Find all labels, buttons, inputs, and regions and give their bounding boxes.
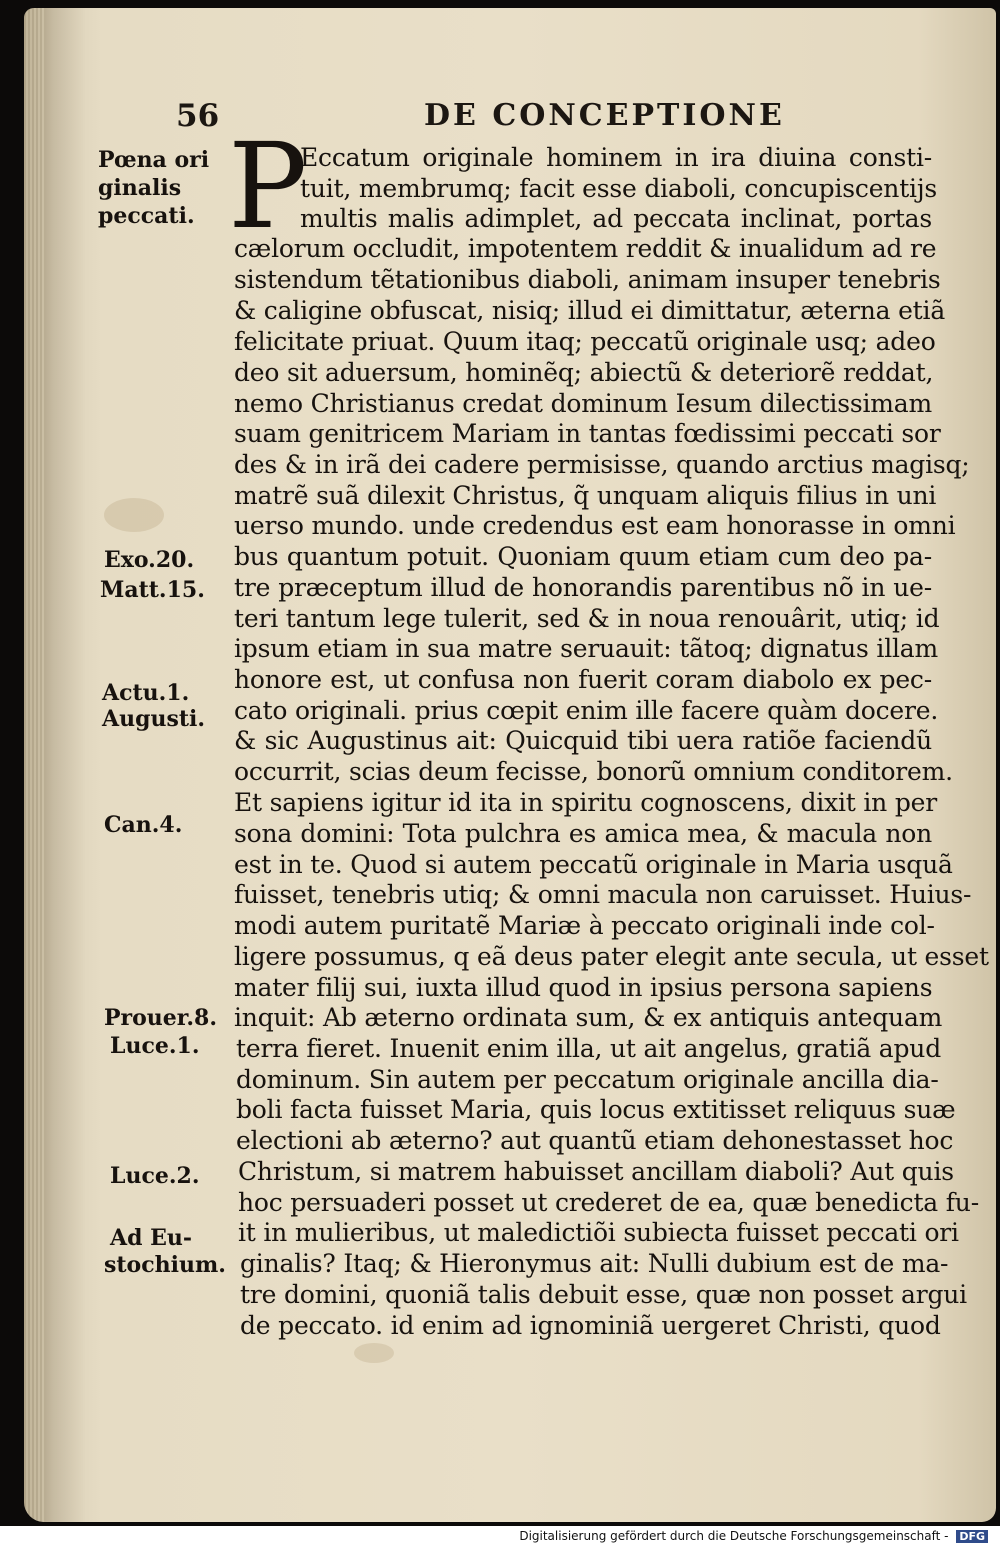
stain-spot bbox=[354, 1343, 394, 1363]
text-line: multis malis adimplet, ad peccata inclinat, portas bbox=[300, 204, 932, 233]
text-line: est in te. Quod si autem peccatũ originale in Maria usquã bbox=[234, 850, 953, 879]
text-line: Et sapiens igitur id ita in spiritu cognoscens, dixit in per bbox=[234, 788, 937, 817]
marginal-note: peccati. bbox=[98, 203, 195, 229]
text-line: uerso mundo. unde credendus est eam honorasse in omni bbox=[234, 511, 956, 540]
text-line: inquit: Ab æterno ordinata sum, & ex antiquis antequam bbox=[234, 1003, 943, 1032]
text-line: sistendum tẽtationibus diaboli, animam insuper tenebris bbox=[234, 265, 941, 294]
marginal-note: Pœna ori bbox=[98, 147, 210, 173]
running-title: DE CONCEPTIONE bbox=[424, 98, 785, 133]
text-line: teri tantum lege tulerit, sed & in noua renouârit, utiq; id bbox=[234, 604, 940, 633]
text-line: fuisset, tenebris utiq; & omni macula non caruisset. Huius- bbox=[234, 880, 972, 909]
text-line: Christum, si matrem habuisset ancillam diaboli? Aut quis bbox=[238, 1157, 954, 1186]
text-line: hoc persuaderi posset ut crederet de ea, quæ benedicta fu- bbox=[238, 1188, 979, 1217]
marginal-note: Prouer.8. bbox=[104, 1005, 217, 1031]
text-line: dominum. Sin autem per peccatum originale ancilla dia- bbox=[236, 1065, 939, 1094]
text-line: tre domini, quoniã talis debuit esse, quæ non posset argui bbox=[240, 1280, 967, 1309]
text-line: occurrit, scias deum fecisse, bonorũ omnium conditorem. bbox=[234, 757, 953, 786]
text-line: ligere possumus, q eã deus pater elegit ante secula, ut esset bbox=[234, 942, 989, 971]
text-line: des & in irã dei cadere permisisse, quando arctius magisq; bbox=[234, 450, 970, 479]
digitization-credit bbox=[515, 1528, 992, 1544]
text-line: nemo Christianus credat dominum Iesum dilectissimam bbox=[234, 389, 932, 418]
marginal-note: Ad Eu- bbox=[110, 1225, 193, 1251]
text-line: de peccato. id enim ad ignominiã uergeret Christi, quod bbox=[240, 1311, 941, 1340]
text-line: felicitate priuat. Quum itaq; peccatũ originale usq; adeo bbox=[234, 327, 936, 356]
page-number: 56 bbox=[176, 98, 220, 134]
marginal-note: Actu.1. bbox=[102, 680, 190, 706]
marginal-note: ginalis bbox=[98, 175, 182, 201]
text-line: mater filij sui, iuxta illud quod in ipsius persona sapiens bbox=[234, 973, 933, 1002]
text-line: boli facta fuisset Maria, quis locus extitisset reliquus suæ bbox=[236, 1095, 956, 1124]
text-line: honore est, ut confusa non fuerit coram diabolo ex pec- bbox=[234, 665, 932, 694]
text-line: & caligine obfuscat, nisiq; illud ei dimittatur, æterna etiã bbox=[234, 296, 946, 325]
text-line: it in mulieribus, ut maledictiõi subiecta fuisset peccati ori bbox=[238, 1218, 959, 1247]
marginal-note: Luce.1. bbox=[110, 1033, 200, 1059]
text-line: tre præceptum illud de honorandis parentibus nõ in ue- bbox=[234, 573, 932, 602]
text-line: sona domini: Tota pulchra es amica mea, & macula non bbox=[234, 819, 932, 848]
text-line: deo sit aduersum, hominẽq; abiectũ & deteriorẽ reddat, bbox=[234, 358, 934, 387]
page-header bbox=[24, 94, 996, 138]
text-line: modi autem puritatẽ Mariæ à peccato originali inde col- bbox=[234, 911, 935, 940]
text-line: ginalis? Itaq; & Hieronymus ait: Nulli dubium est de ma- bbox=[240, 1249, 949, 1278]
marginal-note: Exo.20. bbox=[104, 547, 195, 573]
dfg-logo: DFG bbox=[956, 1530, 988, 1543]
text-line: electioni ab æterno? aut quantũ etiam dehonestasset hoc bbox=[236, 1126, 954, 1155]
text-line: bus quantum potuit. Quoniam quum etiam cum deo pa- bbox=[234, 542, 932, 571]
page-edge bbox=[24, 8, 46, 1522]
marginal-note: Can.4. bbox=[104, 812, 183, 838]
stain-spot bbox=[104, 498, 164, 532]
text-line: matrẽ suã dilexit Christus, q̃ unquam aliquis filius in uni bbox=[234, 481, 937, 510]
text-line: terra fieret. Inuenit enim illa, ut ait angelus, gratiã apud bbox=[236, 1034, 941, 1063]
marginal-note: Matt.15. bbox=[100, 577, 205, 603]
text-line: Eccatum originale hominem in ira diuina consti- bbox=[300, 143, 932, 172]
drop-cap-initial: P bbox=[228, 117, 308, 255]
credit-text: Digitalisierung gefördert durch die Deutsche Forschungsgemeinschaft - bbox=[519, 1529, 949, 1543]
text-line: ipsum etiam in sua matre seruauit: tãtoq; dignatus illam bbox=[234, 634, 938, 663]
gutter-shadow bbox=[46, 8, 86, 1522]
marginal-note: stochium. bbox=[104, 1252, 226, 1278]
text-line: cato originali. prius cœpit enim ille facere quàm docere. bbox=[234, 696, 939, 725]
text-line: & sic Augustinus ait: Quicquid tibi uera ratiõe faciendũ bbox=[234, 726, 932, 755]
text-line: tuit, membrumq; facit esse diaboli, concupiscentijs bbox=[300, 174, 938, 203]
text-line: cælorum occludit, impotentem reddit & inualidum ad re bbox=[234, 234, 937, 263]
marginal-note: Luce.2. bbox=[110, 1163, 200, 1189]
marginal-note: Augusti. bbox=[102, 706, 206, 732]
text-line: suam genitricem Mariam in tantas fœdissimi peccati sor bbox=[234, 419, 941, 448]
